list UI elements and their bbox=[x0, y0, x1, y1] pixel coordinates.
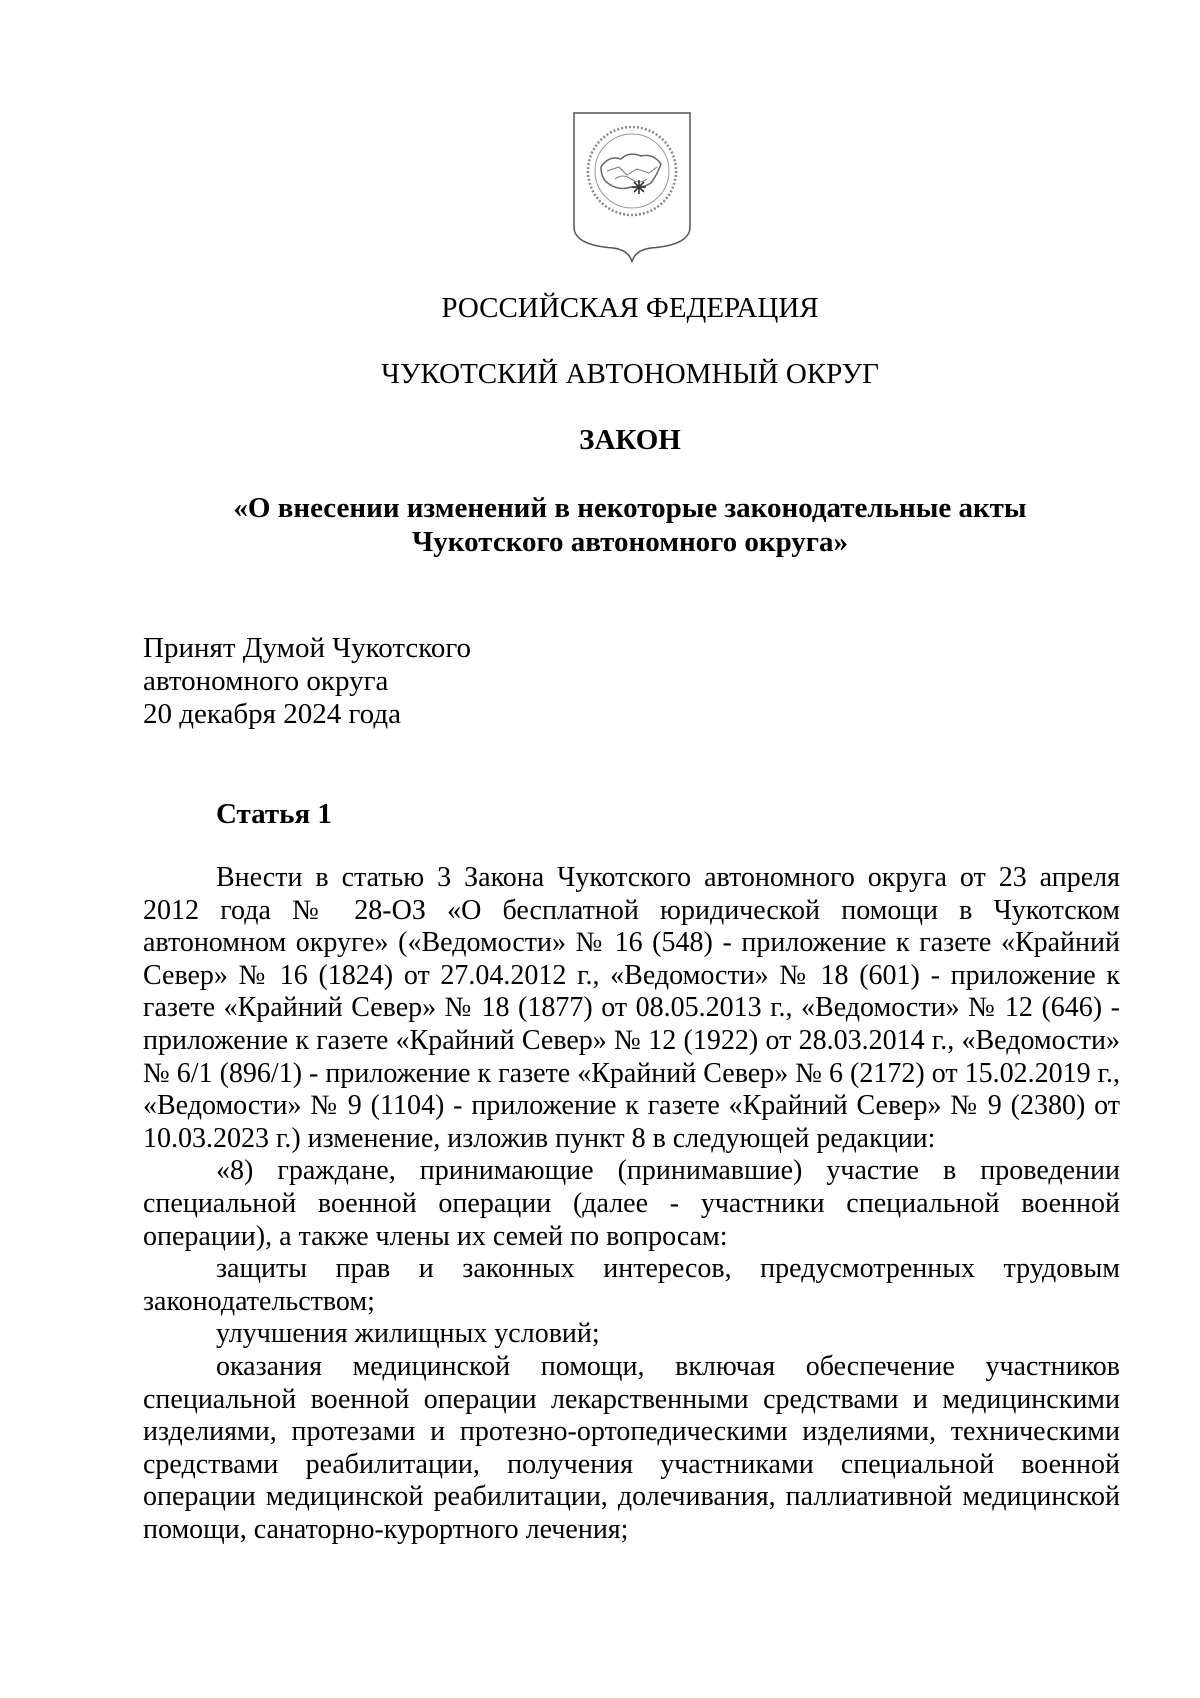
article-paragraph: «8) граждане, принимающие (принимавшие) участие в проведении специальной военной операции (далее - участники специальной военной операции), а также члены их семей по вопросам: bbox=[143, 1155, 1120, 1252]
law-title-line-2: Чукотского автономного округа» bbox=[412, 526, 848, 558]
adoption-block bbox=[143, 632, 471, 731]
adoption-line-1: Принят Думой Чукотского bbox=[143, 632, 472, 664]
article-paragraph: защиты прав и законных интересов, предусмотренных трудовым законодательством; bbox=[143, 1253, 1120, 1317]
article-paragraph: Внести в статью 3 Закона Чукотского автономного округа от 23 апреля 2012 года № 28-ОЗ «О бесплатной юридической помощи в Чукотском автономном округе» («Ведомости» № 16 (548) - приложение к газете «Крайний Север» № 16 (1824) от 27.04.2012 г., «Ведомости» № 18 (601) - приложение к газете «Крайний Север» № 18 (1877) от 08.05.2013 г., «Ведомости» № 12 (646) - приложение к газете «Крайний Север» № 12 (1922) от 28.03.2014 г., «Ведомости» № 6/1 (896/1) - приложение к газете «Крайний Север» № 6 (2172) от 15.02.2019 г., «Ведомости» № 9 (1104) - приложение к газете «Крайний Север» № 9 (2380) от 10.03.2023 г.) изменение, изложив пункт 8 в следующей редакции: bbox=[143, 862, 1120, 1154]
article-paragraph: оказания медицинской помощи, включая обеспечение участников специальной военной операции лекарственными средствами и медицинскими изделиями, протезами и протезно-ортопедическими изделиями, техническими средствами реабилитации, получения участниками специальной военной операции медицинской реабилитации, долечивания, паллиативной медицинской помощи, санаторно-курортного лечения; bbox=[143, 1350, 1120, 1545]
document-type-heading: ЗАКОН bbox=[579, 424, 681, 456]
adoption-date: 20 декабря 2024 года bbox=[143, 698, 401, 730]
article-paragraph: улучшения жилищных условий; bbox=[216, 1318, 600, 1350]
country-heading: РОССИЙСКАЯ ФЕДЕРАЦИЯ bbox=[441, 292, 819, 324]
adoption-line-2: автономного округа bbox=[143, 665, 389, 697]
article-body bbox=[143, 862, 1120, 1546]
article-heading: Статья 1 bbox=[216, 798, 332, 830]
coat-of-arms-icon bbox=[571, 109, 693, 264]
law-title-line-1: «О внесении изменений в некоторые законодательные акты bbox=[233, 492, 1027, 524]
law-title bbox=[140, 491, 1120, 559]
region-heading: ЧУКОТСКИЙ АВТОНОМНЫЙ ОКРУГ bbox=[381, 358, 879, 390]
